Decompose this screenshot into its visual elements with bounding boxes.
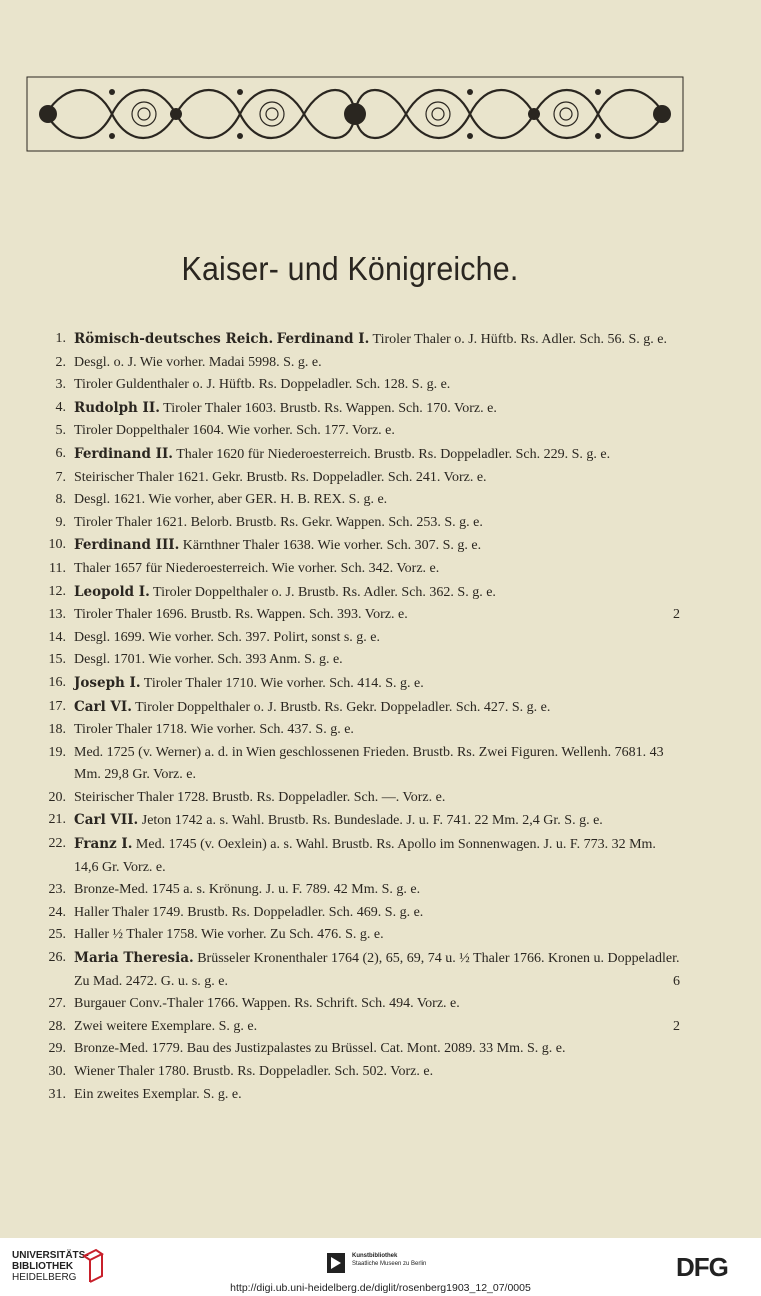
catalogue-entry bbox=[30, 467, 680, 490]
entry-description: Zwei weitere Exemplare. S. g. e. bbox=[74, 1018, 258, 1034]
catalogue-entry bbox=[30, 902, 680, 925]
catalogue-entry bbox=[30, 672, 680, 696]
entry-number: 7. bbox=[55, 469, 66, 485]
entry-description: Brüsseler Kronenthaler 1764 (2), 65, 69, 74 u. ½ Thaler 1766. Kronen u. Doppeladler. Zu Mad. 2472. G. u. s. g. e. bbox=[74, 951, 680, 989]
entry-description: Tiroler Thaler 1718. Wie vorher. Sch. 437. S. g. e. bbox=[74, 722, 354, 738]
catalogue-entry bbox=[30, 558, 680, 581]
entry-description: Tiroler Doppelthaler o. J. Brustb. Rs. Adler. Sch. 362. S. g. e. bbox=[149, 584, 496, 600]
entry-count: 2 bbox=[673, 607, 680, 623]
kunstbibliothek-label[interactable] bbox=[352, 1252, 426, 1268]
entry-ruler-name: Joseph I. bbox=[74, 674, 141, 691]
ub-line3: HEIDELBERG bbox=[12, 1272, 77, 1283]
entry-description: Med. 1725 (v. Werner) a. d. in Wien geschlossenen Frieden. Brustb. Rs. Zwei Figuren. Wellenh. 7681. 43 Mm. 29,8 Gr. Vorz. e. bbox=[74, 744, 664, 783]
catalogue-entry bbox=[30, 649, 680, 672]
catalogue-entry bbox=[30, 581, 680, 605]
entry-number: 8. bbox=[55, 492, 66, 508]
entry-description: Tiroler Doppelthaler 1604. Wie vorher. Sch. 177. Vorz. e. bbox=[74, 423, 395, 439]
ub-logo-icon[interactable] bbox=[80, 1246, 106, 1286]
entry-number: 16. bbox=[48, 674, 66, 690]
catalogue-entries bbox=[30, 328, 680, 1106]
entry-ruler-name: Maria Theresia. bbox=[74, 950, 194, 967]
entry-number: 31. bbox=[48, 1086, 66, 1102]
page-title: Kaiser- und Königreiche. bbox=[181, 250, 519, 287]
catalogue-entry bbox=[30, 742, 680, 787]
entry-description: Thaler 1620 für Niederoesterreich. Brustb. Rs. Doppeladler. Sch. 229. S. g. e. bbox=[172, 446, 611, 462]
entry-number: 21. bbox=[48, 812, 66, 828]
entry-number: 28. bbox=[48, 1018, 66, 1034]
entry-description: Tiroler Thaler 1710. Wie vorher. Sch. 414. S. g. e. bbox=[140, 675, 424, 691]
catalogue-entry bbox=[30, 627, 680, 650]
entry-number: 9. bbox=[55, 514, 66, 530]
entry-number: 22. bbox=[48, 836, 66, 852]
entry-description: Steirischer Thaler 1728. Brustb. Rs. Doppeladler. Sch. —. Vorz. e. bbox=[74, 789, 446, 805]
entry-number: 23. bbox=[48, 882, 66, 898]
catalogue-entry bbox=[30, 947, 680, 993]
catalogue-entry bbox=[30, 374, 680, 397]
catalogue-entry bbox=[30, 1061, 680, 1084]
entry-description: Desgl. 1621. Wie vorher, aber GER. H. B. REX. S. g. e. bbox=[74, 492, 388, 508]
dfg-logo[interactable]: DFG bbox=[676, 1252, 728, 1282]
entry-number: 5. bbox=[55, 423, 66, 439]
entry-count: 6 bbox=[673, 973, 680, 989]
entry-number: 13. bbox=[48, 607, 66, 623]
ub-heidelberg-label[interactable] bbox=[12, 1250, 89, 1283]
catalogue-entry bbox=[30, 512, 680, 535]
entry-number: 20. bbox=[48, 789, 66, 805]
entry-number: 15. bbox=[48, 652, 66, 668]
entry-number: 10. bbox=[48, 537, 66, 553]
entry-description: Thaler 1657 für Niederoesterreich. Wie vorher. Sch. 342. Vorz. e. bbox=[74, 560, 440, 576]
catalogue-entry bbox=[30, 1038, 680, 1061]
entry-number: 12. bbox=[48, 583, 66, 599]
catalogue-entry bbox=[30, 443, 680, 467]
entry-description: Ein zweites Exemplar. S. g. e. bbox=[74, 1086, 242, 1102]
entry-number: 4. bbox=[55, 399, 66, 415]
entry-description: Tiroler Guldenthaler o. J. Hüftb. Rs. Doppeladler. Sch. 128. S. g. e. bbox=[74, 377, 451, 393]
entry-number: 11. bbox=[49, 560, 66, 576]
catalogue-entry bbox=[30, 397, 680, 421]
entry-description: Med. 1745 (v. Oexlein) a. s. Wahl. Brustb. Rs. Apollo im Sonnenwagen. J. u. F. 773. 32 Mm. 14,6 Gr. Vorz. e. bbox=[74, 837, 656, 875]
catalogue-entry bbox=[30, 833, 680, 879]
kunstbibliothek-icon[interactable] bbox=[326, 1252, 346, 1274]
catalogue-entry bbox=[30, 809, 680, 833]
catalogue-entry bbox=[30, 328, 680, 352]
entry-number: 14. bbox=[48, 629, 66, 645]
entry-number: 29. bbox=[48, 1041, 66, 1057]
ub-line2: BIBLIOTHEK bbox=[12, 1261, 74, 1272]
entry-ruler-name: Leopold I. bbox=[74, 583, 150, 600]
ub-line1: UNIVERSITÄTS- bbox=[12, 1250, 89, 1261]
entry-description: Kärnthner Thaler 1638. Wie vorher. Sch. 307. S. g. e. bbox=[179, 538, 482, 554]
entry-number: 19. bbox=[48, 744, 66, 760]
catalogue-entry bbox=[30, 489, 680, 512]
entry-description: Bronze-Med. 1745 a. s. Krönung. J. u. F. 789. 42 Mm. S. g. e. bbox=[74, 882, 421, 898]
entry-description: Tiroler Thaler o. J. Hüftb. Rs. Adler. Sch. 56. S. g. e. bbox=[369, 332, 667, 347]
entry-description: Haller ½ Thaler 1758. Wie vorher. Zu Sch. 476. S. g. e. bbox=[74, 927, 384, 943]
footer-bar bbox=[0, 1238, 761, 1296]
entry-number: 27. bbox=[48, 996, 66, 1012]
catalogue-entry bbox=[30, 719, 680, 742]
catalogue-entry bbox=[30, 879, 680, 902]
entry-description: Haller Thaler 1749. Brustb. Rs. Doppeladler. Sch. 469. S. g. e. bbox=[74, 904, 424, 920]
entry-description: Wiener Thaler 1780. Brustb. Rs. Doppeladler. Sch. 502. Vorz. e. bbox=[74, 1064, 434, 1079]
entry-description: Desgl. 1699. Wie vorher. Sch. 397. Polirt, sonst s. g. e. bbox=[74, 629, 380, 645]
entry-ruler-name: Römisch-deutsches Reich. bbox=[74, 331, 274, 347]
catalogue-entry bbox=[30, 924, 680, 947]
entry-ruler-name: Carl VII. bbox=[74, 812, 139, 829]
catalogue-entry bbox=[30, 787, 680, 810]
entry-number: 25. bbox=[48, 927, 66, 943]
entry-number: 17. bbox=[48, 698, 66, 714]
catalogue-entry bbox=[30, 352, 680, 375]
entry-description: Tiroler Thaler 1696. Brustb. Rs. Wappen. Sch. 393. Vorz. e. bbox=[74, 607, 408, 623]
entry-number: 26. bbox=[48, 950, 66, 966]
entry-description: Steirischer Thaler 1621. Gekr. Brustb. Rs. Doppeladler. Sch. 241. Vorz. e. bbox=[74, 469, 487, 485]
entry-ruler-name: Carl VI. bbox=[74, 698, 132, 715]
entry-description: Tiroler Thaler 1621. Belorb. Brustb. Rs. Gekr. Wappen. Sch. 253. S. g. e. bbox=[74, 514, 483, 530]
entry-description: Tiroler Thaler 1603. Brustb. Rs. Wappen. Sch. 170. Vorz. e. bbox=[159, 400, 497, 416]
entry-ruler-name: Ferdinand II. bbox=[74, 445, 173, 462]
entry-description: Bronze-Med. 1779. Bau des Justizpalastes zu Brüssel. Cat. Mont. 2089. 33 Mm. S. g. e. bbox=[74, 1041, 566, 1057]
permalink-url[interactable]: http://digi.ub.uni-heidelberg.de/diglit/rosenberg1903_12_07/0005 bbox=[230, 1282, 531, 1294]
catalogue-entry bbox=[30, 604, 680, 627]
entry-description: Tiroler Doppelthaler o. J. Brustb. Rs. Gekr. Doppeladler. Sch. 427. S. g. e. bbox=[131, 699, 551, 715]
entry-description: Jeton 1742 a. s. Wahl. Brustb. Rs. Bundeslade. J. u. F. 741. 22 Mm. 2,4 Gr. S. g. e. bbox=[138, 813, 603, 829]
catalogue-entry bbox=[30, 993, 680, 1016]
entry-number: 3. bbox=[55, 377, 66, 393]
ornamental-header-band bbox=[26, 76, 684, 152]
catalogue-entry bbox=[30, 534, 680, 558]
entry-ruler-name: Rudolph II. bbox=[74, 399, 160, 416]
entry-number: 18. bbox=[48, 722, 66, 738]
entry-description: Desgl. o. J. Wie vorher. Madai 5998. S. g. e. bbox=[74, 354, 322, 370]
entry-description: Burgauer Conv.-Thaler 1766. Wappen. Rs. Schrift. Sch. 494. Vorz. e. bbox=[74, 996, 460, 1012]
catalogue-entry bbox=[30, 420, 680, 443]
catalogue-entry bbox=[30, 1016, 680, 1039]
entry-number: 24. bbox=[48, 904, 66, 920]
entry-ruler-name: Franz I. bbox=[74, 836, 133, 853]
catalogue-entry bbox=[30, 696, 680, 720]
entry-number: 30. bbox=[48, 1064, 66, 1079]
kb-line1: Kunstbibliothek bbox=[352, 1253, 398, 1259]
kb-line2: Staatliche Museen zu Berlin bbox=[352, 1261, 427, 1267]
entry-count: 2 bbox=[673, 1018, 680, 1034]
entry-number: 1. bbox=[55, 331, 66, 346]
entry-description: Desgl. 1701. Wie vorher. Sch. 393 Anm. S. g. e. bbox=[74, 652, 343, 668]
entry-number: 6. bbox=[55, 445, 66, 461]
entry-ruler-name: Ferdinand III. bbox=[74, 537, 180, 554]
entry-number: 2. bbox=[55, 354, 66, 370]
catalogue-entry bbox=[30, 1084, 680, 1107]
entry-ruler-name-secondary: Ferdinand I. bbox=[276, 331, 370, 347]
